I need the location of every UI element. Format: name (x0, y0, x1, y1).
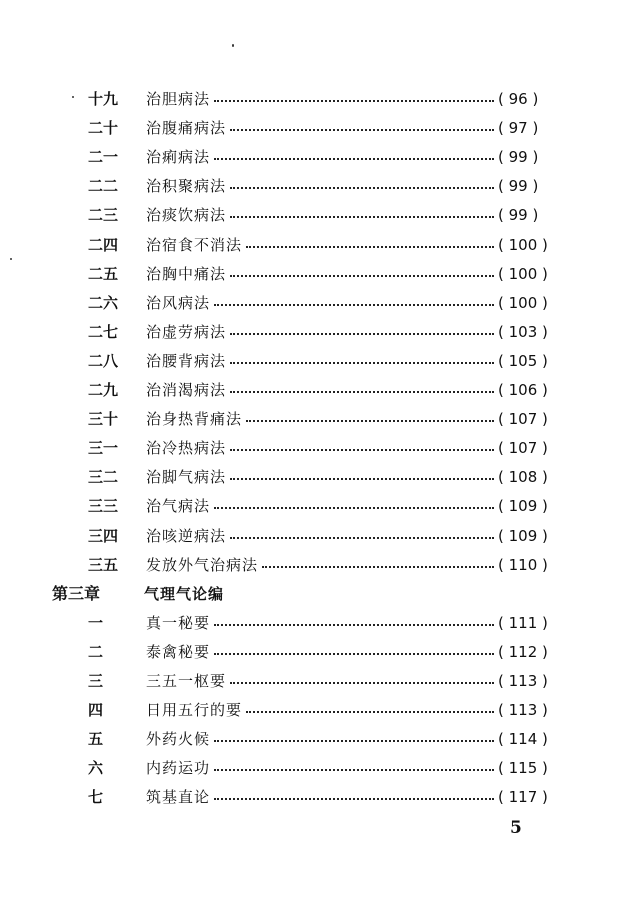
toc-entry (0, 379, 637, 401)
toc-entry (0, 466, 637, 488)
entry-page: ( 100 ) (498, 293, 548, 312)
entry-number: 七 (88, 788, 104, 807)
entry-title: 治腹痛病法 (146, 119, 227, 138)
entry-number: 二一 (88, 148, 119, 167)
entry-number: 三四 (88, 526, 119, 545)
dot-leader (230, 129, 494, 131)
entry-title: 治冷热病法 (146, 439, 227, 458)
entry-page: ( 99 ) (498, 177, 539, 196)
scan-speck (232, 44, 234, 47)
dot-leader (246, 420, 494, 422)
toc-entry (0, 786, 637, 808)
entry-number: 三 (88, 672, 104, 690)
toc-entry (0, 175, 637, 197)
toc-entry (0, 699, 637, 721)
dot-leader (230, 216, 494, 218)
entry-title: 治身热背痛法 (146, 410, 243, 429)
entry-page: ( 111 ) (498, 613, 548, 632)
entry-title: 发放外气治病法 (146, 555, 259, 574)
entry-title: 外药火候 (146, 730, 211, 749)
chapter-heading (0, 583, 637, 605)
entry-title: 治气病法 (146, 497, 211, 516)
toc-entry (0, 204, 637, 226)
entry-page: ( 110 ) (498, 555, 548, 574)
entry-number: 二四 (88, 235, 119, 254)
chapter-number: 第三章 (52, 583, 101, 603)
entry-number: 三三 (88, 497, 119, 516)
entry-number: 三五 (88, 555, 119, 574)
entry-number: 二三 (88, 206, 119, 225)
scan-speck (10, 258, 12, 260)
dot-leader (214, 100, 494, 102)
toc-entry (0, 117, 637, 139)
entry-page: ( 114 ) (498, 730, 548, 749)
dot-leader (214, 304, 494, 306)
dot-leader (214, 507, 494, 509)
entry-title: 治腰背病法 (146, 351, 227, 370)
entry-title: 治咳逆病法 (146, 526, 227, 545)
dot-leader (230, 333, 494, 335)
entry-title: 内药运功 (146, 759, 211, 778)
dot-leader (262, 566, 494, 568)
entry-number: 三二 (88, 468, 119, 487)
entry-number: 二五 (88, 264, 119, 283)
dot-leader (214, 653, 494, 655)
dot-leader (230, 187, 494, 189)
entry-title: 治脚气病法 (146, 468, 227, 487)
entry-title: 治胆病法 (146, 90, 211, 108)
entry-page: ( 100 ) (498, 264, 548, 283)
dot-leader (214, 158, 494, 160)
entry-number: 四 (88, 701, 104, 720)
entry-title: 日用五行的要 (146, 701, 243, 720)
toc-entry (0, 292, 637, 314)
dot-leader (214, 740, 494, 742)
toc-entry (0, 641, 637, 663)
entry-page: ( 99 ) (498, 148, 539, 167)
toc-entry (0, 437, 637, 459)
toc-entry (0, 321, 637, 343)
entry-number: 二 (88, 642, 104, 661)
toc-entry (0, 728, 637, 750)
entry-title: 泰禽秘要 (146, 642, 211, 661)
toc-entry (0, 408, 637, 430)
dot-leader (230, 682, 494, 684)
entry-title: 治胸中痛法 (146, 264, 227, 283)
dot-leader (214, 798, 494, 800)
entry-page: ( 108 ) (498, 468, 548, 487)
entry-number: 十九 (88, 90, 119, 108)
toc-entry (0, 495, 637, 517)
entry-page: ( 117 ) (498, 788, 548, 807)
entry-page: ( 106 ) (498, 381, 548, 399)
entry-title: 治宿食不消法 (146, 235, 243, 254)
entry-title: 治消渴病法 (146, 381, 227, 399)
dot-leader (246, 711, 494, 713)
entry-page: ( 100 ) (498, 235, 548, 254)
entry-page: ( 109 ) (498, 497, 548, 516)
toc-entry (0, 670, 637, 692)
dot-leader (214, 624, 494, 626)
entry-number: 二六 (88, 293, 119, 312)
dot-leader (214, 769, 494, 771)
entry-number: 一 (88, 613, 104, 632)
dot-leader (230, 537, 494, 539)
entry-page: ( 97 ) (498, 119, 539, 138)
entry-number: 三一 (88, 439, 119, 458)
entry-number: 二八 (88, 351, 119, 370)
entry-number: 五 (88, 730, 104, 749)
entry-page: ( 113 ) (498, 701, 548, 720)
entry-page: ( 99 ) (498, 206, 539, 225)
toc-entry (0, 757, 637, 779)
toc-entry (0, 554, 637, 576)
entry-page: ( 96 ) (498, 90, 539, 108)
toc-entry (0, 234, 637, 256)
toc-entry (0, 263, 637, 285)
entry-number: 二二 (88, 177, 119, 196)
entry-number: 二十 (88, 119, 119, 138)
entry-page: ( 103 ) (498, 322, 548, 341)
entry-page: ( 105 ) (498, 351, 548, 370)
page-number: 5 (510, 818, 522, 838)
chapter-title: 气理气论编 (144, 584, 225, 603)
entry-title: 筑基直论 (146, 788, 211, 807)
entry-number: 六 (88, 759, 104, 778)
toc-entry (0, 525, 637, 547)
entry-page: ( 107 ) (498, 439, 548, 458)
dot-leader (230, 478, 494, 480)
toc-entry (0, 350, 637, 372)
entry-title: 治痰饮病法 (146, 206, 227, 225)
entry-page: ( 112 ) (498, 642, 548, 661)
entry-page: ( 109 ) (498, 526, 548, 545)
entry-page: ( 107 ) (498, 410, 548, 429)
entry-title: 三五一枢要 (146, 672, 227, 690)
scan-speck (72, 96, 74, 98)
dot-leader (230, 449, 494, 451)
dot-leader (230, 362, 494, 364)
entry-title: 治积聚病法 (146, 177, 227, 196)
toc-entry (0, 612, 637, 634)
entry-number: 二七 (88, 322, 119, 341)
dot-leader (230, 275, 494, 277)
toc-entry (0, 146, 637, 168)
dot-leader (230, 391, 494, 393)
entry-title: 治虚劳病法 (146, 322, 227, 341)
entry-page: ( 115 ) (498, 759, 548, 778)
entry-title: 治痢病法 (146, 148, 211, 167)
toc-entry (0, 88, 637, 110)
entry-title: 治风病法 (146, 293, 211, 312)
entry-page: ( 113 ) (498, 672, 548, 690)
dot-leader (246, 246, 494, 248)
entry-number: 二九 (88, 381, 119, 399)
entry-title: 真一秘要 (146, 613, 211, 632)
entry-number: 三十 (88, 410, 119, 429)
